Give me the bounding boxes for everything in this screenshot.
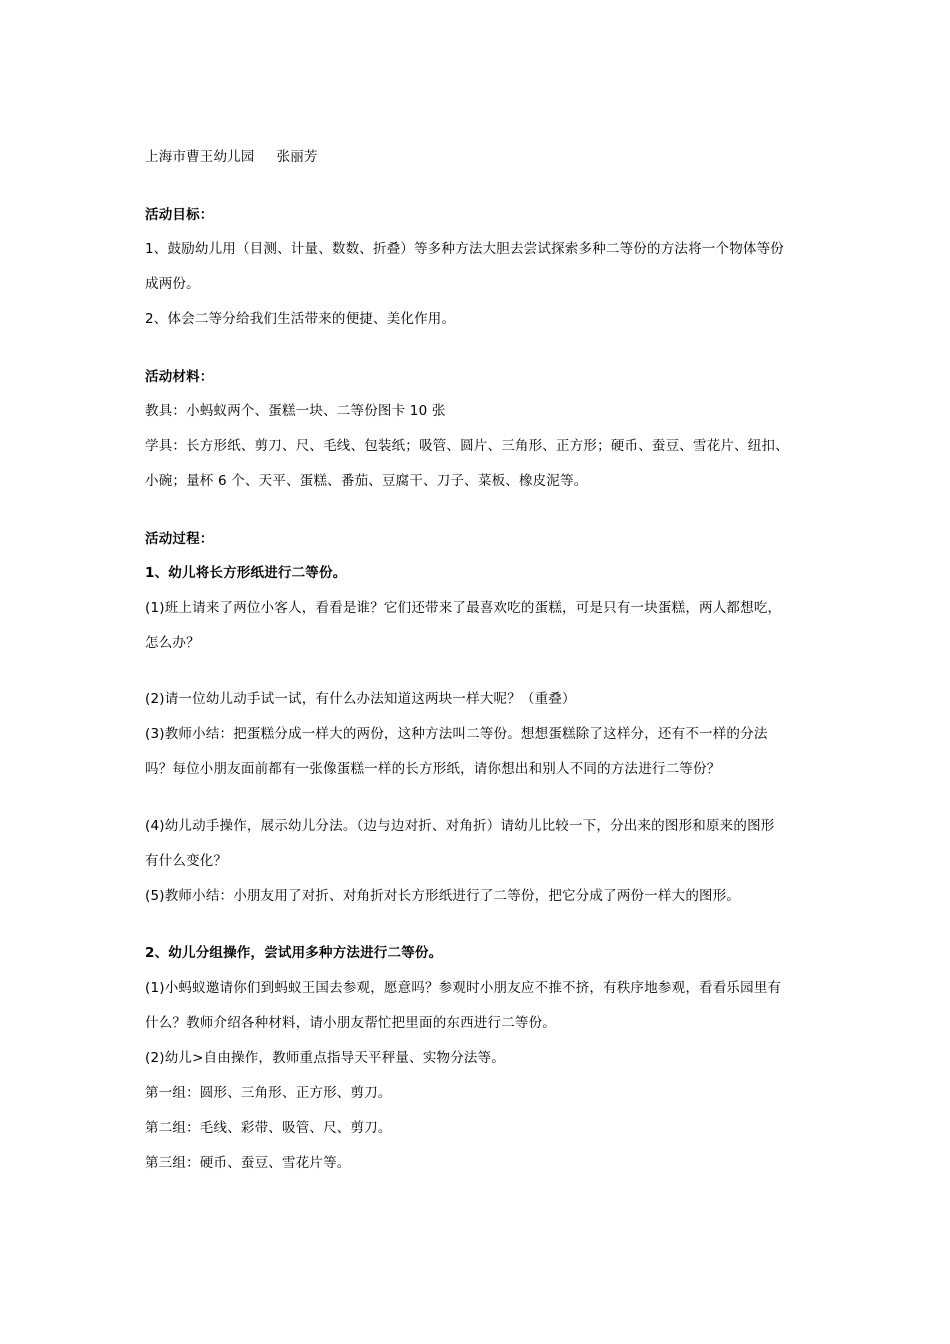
section-1-p2: (2)请一位幼儿动手试一试，有什么办法知道这两块一样大呢？（重叠）: [145, 691, 576, 707]
author-line: [145, 148, 825, 166]
section-1-p3-line-2: 吗？每位小朋友面前都有一张像蛋糕一样的长方形纸，请你想出和别人不同的方法进行二等份？: [145, 761, 721, 777]
section-1-title: 1、幼儿将长方形纸进行二等份。: [145, 565, 347, 581]
section-2-p1-line-1: (1)小蚂蚁邀请你们到蚂蚁王国去参观，愿意吗？参观时小朋友应不推不挤，有秩序地参观，看看乐园里有: [145, 980, 782, 996]
section-2-title: 2、幼儿分组操作，尝试用多种方法进行二等份。: [145, 945, 443, 961]
materials-student-line-2: 小碗；量杯 6 个、天平、蛋糕、番茄、豆腐干、刀子、菜板、橡皮泥等。: [145, 473, 588, 489]
goal-item-2: 2、体会二等分给我们生活带来的便捷、美化作用。: [145, 311, 456, 327]
section-1-p3-line-1: (3)教师小结：把蛋糕分成一样大的两份，这种方法叫二等份。想想蛋糕除了这样分，还有不一样的分法: [145, 726, 768, 742]
author-name: 张丽芳: [276, 149, 318, 165]
section-2-group-2: 第二组：毛线、彩带、吸管、尺、剪刀。: [145, 1120, 392, 1136]
section-2-group-3: 第三组：硬币、蚕豆、雪花片等。: [145, 1155, 351, 1171]
section-2-group-1: 第一组：圆形、三角形、正方形、剪刀。: [145, 1085, 392, 1101]
goal-item-1-line-1: 1、鼓励幼儿用（目测、计量、数数、折叠）等多种方法大胆去尝试探索多种二等份的方法将一个物体等份: [145, 241, 784, 257]
section-1-p1-line-2: 怎么办？: [145, 635, 200, 651]
section-1-p4-line-1: (4)幼儿动手操作，展示幼儿分法。（边与边对折、对角折）请幼儿比较一下，分出来的图形和原来的图形: [145, 818, 775, 834]
section-1-p4-line-2: 有什么变化？: [145, 853, 228, 869]
process-heading: 活动过程：: [145, 531, 214, 547]
section-1-p5: (5)教师小结：小朋友用了对折、对角折对长方形纸进行了二等份，把它分成了两份一样大的图形。: [145, 888, 741, 904]
section-2-p1-line-2: 什么？教师介绍各种材料，请小朋友帮忙把里面的东西进行二等份。: [145, 1015, 556, 1031]
section-1-p1-line-1: (1)班上请来了两位小客人，看看是谁？它们还带来了最喜欢吃的蛋糕，可是只有一块蛋糕，两人都想吃，: [145, 600, 782, 616]
author-school: 上海市曹王幼儿园: [145, 149, 255, 165]
section-2-p2: (2)幼儿>自由操作，教师重点指导天平秤量、实物分法等。: [145, 1050, 506, 1066]
goals-heading: 活动目标：: [145, 207, 214, 223]
materials-student-line-1: 学具：长方形纸、剪刀、尺、毛线、包装纸；吸管、圆片、三角形、正方形；硬币、蚕豆、雪花片、纽扣、: [145, 438, 789, 454]
goal-item-1-line-2: 成两份。: [145, 276, 200, 292]
materials-heading: 活动材料：: [145, 369, 214, 385]
materials-teacher: 教具：小蚂蚁两个、蛋糕一块、二等份图卡 10 张: [145, 403, 446, 419]
